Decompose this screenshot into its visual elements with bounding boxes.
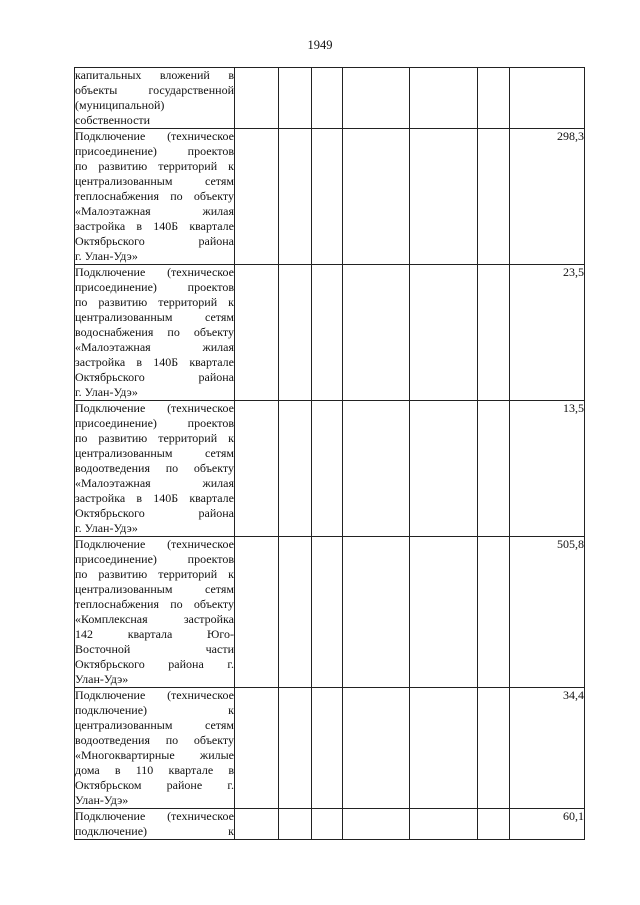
row-description (75, 537, 235, 688)
amount-cell: 23,5 (510, 265, 585, 401)
description-line: Октябрьском районе г. (75, 778, 234, 792)
description-line: собственности (75, 113, 151, 127)
description-line: «Малоэтажная жилая (75, 340, 234, 354)
row-description (75, 688, 235, 809)
empty-cell (410, 688, 478, 809)
empty-cell (343, 537, 410, 688)
empty-cell (343, 265, 410, 401)
empty-cell (343, 129, 410, 265)
empty-cell (312, 809, 343, 840)
description-line: Подключение (техническое (75, 401, 234, 415)
empty-cell (235, 129, 279, 265)
table-row (75, 537, 585, 688)
empty-cell (478, 401, 510, 537)
description-line: застройка в 140Б квартале (75, 355, 234, 369)
description-line: по развитию территорий к (75, 431, 234, 445)
description-line: водоотведения по объекту (75, 733, 234, 747)
empty-cell (478, 129, 510, 265)
description-line: дома в 110 квартале в (75, 763, 234, 777)
description-line: «Многоквартирные жилые (75, 748, 234, 762)
amount-cell: 298,3 (510, 129, 585, 265)
description-line: присоединение) проектов (75, 144, 234, 158)
description-line: капитальных вложений в (75, 68, 234, 82)
amount-cell: 60,1 (510, 809, 585, 840)
description-line: Октябрьского района (75, 234, 234, 248)
empty-cell (478, 809, 510, 840)
empty-cell (235, 265, 279, 401)
description-line: «Комплексная застройка (75, 612, 234, 626)
empty-cell (410, 68, 478, 129)
description-line: теплоснабжения по объекту (75, 189, 234, 203)
description-line: централизованным сетям (75, 718, 234, 732)
empty-cell (410, 809, 478, 840)
table-body (75, 68, 585, 840)
description-line: по развитию территорий к (75, 159, 234, 173)
empty-cell (235, 688, 279, 809)
empty-cell (478, 265, 510, 401)
description-line: Улан-Удэ» (75, 793, 129, 807)
empty-cell (235, 68, 279, 129)
description-line: 142 квартала Юго- (75, 627, 234, 641)
empty-cell (343, 68, 410, 129)
empty-cell (410, 129, 478, 265)
empty-cell (478, 68, 510, 129)
description-line: Октябрьского района г. (75, 657, 234, 671)
empty-cell (279, 68, 312, 129)
row-description (75, 401, 235, 537)
description-line: централизованным сетям (75, 174, 234, 188)
page-number: 1949 (307, 38, 333, 52)
description-line: централизованным сетям (75, 310, 234, 324)
description-line: по развитию территорий к (75, 295, 234, 309)
table-row (75, 809, 585, 840)
description-line: водоотведения по объекту (75, 461, 234, 475)
empty-cell (279, 265, 312, 401)
empty-cell (279, 537, 312, 688)
table-row (75, 688, 585, 809)
description-line: Октябрьского района (75, 506, 234, 520)
row-description (75, 129, 235, 265)
description-line: подключение) к (75, 824, 234, 838)
empty-cell (478, 688, 510, 809)
amount-cell: 13,5 (510, 401, 585, 537)
description-line: Подключение (техническое (75, 265, 234, 279)
description-line: Подключение (техническое (75, 537, 234, 551)
row-description (75, 265, 235, 401)
empty-cell (312, 265, 343, 401)
amount-cell: 505,8 (510, 537, 585, 688)
empty-cell (410, 401, 478, 537)
empty-cell (312, 129, 343, 265)
description-line: присоединение) проектов (75, 416, 234, 430)
table-row (75, 129, 585, 265)
row-description (75, 68, 235, 129)
empty-cell (312, 401, 343, 537)
description-line: водоснабжения по объекту (75, 325, 234, 339)
amount-cell: 34,4 (510, 688, 585, 809)
empty-cell (312, 688, 343, 809)
description-line: Восточной части (75, 642, 234, 656)
description-line: Октябрьского района (75, 370, 234, 384)
empty-cell (279, 809, 312, 840)
empty-cell (235, 537, 279, 688)
description-line: присоединение) проектов (75, 280, 234, 294)
description-line: присоединение) проектов (75, 552, 234, 566)
empty-cell (279, 688, 312, 809)
empty-cell (343, 809, 410, 840)
budget-table (74, 67, 585, 840)
empty-cell (235, 401, 279, 537)
description-line: застройка в 140Б квартале (75, 491, 234, 505)
description-line: г. Улан-Удэ» (75, 249, 138, 263)
description-line: Подключение (техническое (75, 688, 234, 702)
description-line: г. Улан-Удэ» (75, 385, 138, 399)
description-line: «Малоэтажная жилая (75, 204, 234, 218)
description-line: централизованным сетям (75, 582, 234, 596)
description-line: теплоснабжения по объекту (75, 597, 234, 611)
empty-cell (279, 129, 312, 265)
description-line: «Малоэтажная жилая (75, 476, 234, 490)
empty-cell (343, 401, 410, 537)
description-line: централизованным сетям (75, 446, 234, 460)
empty-cell (235, 809, 279, 840)
empty-cell (279, 401, 312, 537)
table-row (75, 68, 585, 129)
description-line: Подключение (техническое (75, 129, 234, 143)
description-line: Подключение (техническое (75, 809, 234, 823)
empty-cell (410, 265, 478, 401)
description-line: г. Улан-Удэ» (75, 521, 138, 535)
description-line: (муниципальной) (75, 98, 165, 112)
amount-cell (510, 68, 585, 129)
description-line: подключение) к (75, 703, 234, 717)
table-row (75, 265, 585, 401)
description-line: по развитию территорий к (75, 567, 234, 581)
description-line: Улан-Удэ» (75, 672, 129, 686)
description-line: объекты государственной (75, 83, 234, 97)
empty-cell (312, 537, 343, 688)
row-description (75, 809, 235, 840)
empty-cell (478, 537, 510, 688)
description-line: застройка в 140Б квартале (75, 219, 234, 233)
table-row (75, 401, 585, 537)
empty-cell (410, 537, 478, 688)
empty-cell (312, 68, 343, 129)
empty-cell (343, 688, 410, 809)
